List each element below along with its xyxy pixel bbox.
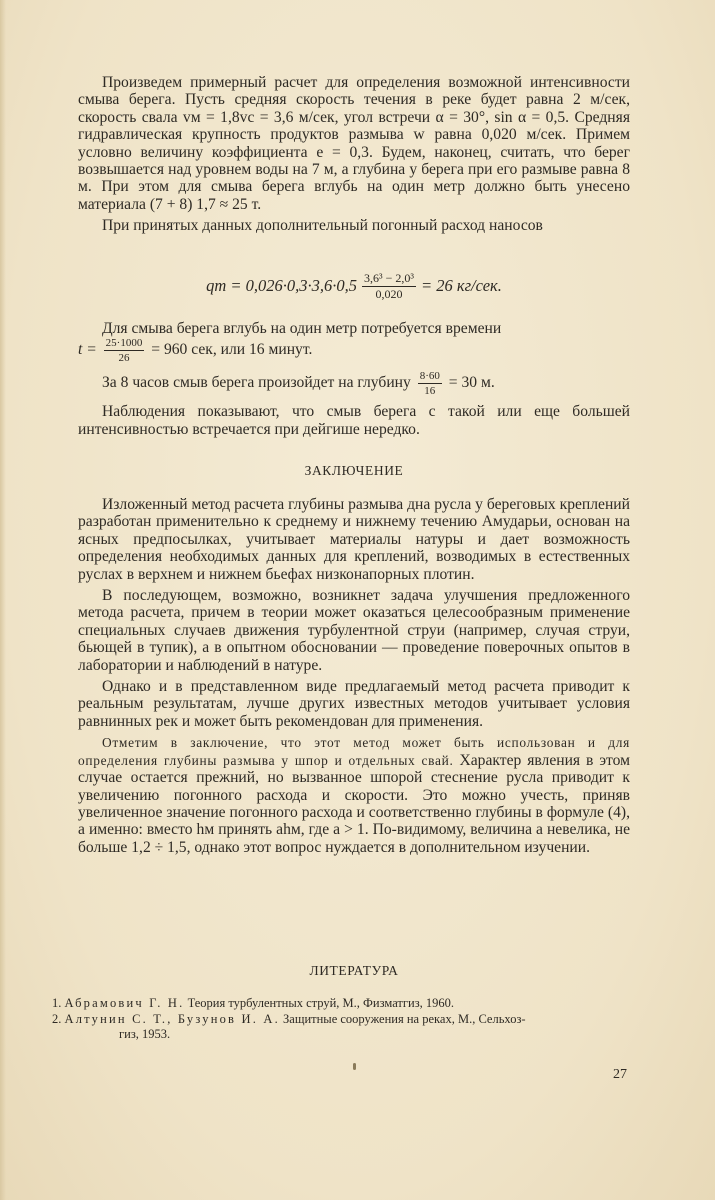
references-list bbox=[52, 996, 630, 1043]
reference-1: 1. Абрамович Г. Н. Теория турбулентных струй, М., Физматгиз, 1960. bbox=[52, 996, 455, 1010]
reference-2-authors: Алтунин С. Т., Бузунов И. А. bbox=[64, 1011, 280, 1026]
calculation-block bbox=[78, 74, 630, 235]
time-fraction bbox=[104, 337, 145, 364]
time-t: t = bbox=[78, 341, 97, 359]
formula-numerator: 3,6³ − 2,0³ bbox=[364, 270, 414, 285]
page-edge-shadow bbox=[0, 0, 6, 1200]
conclusion-heading: ЗАКЛЮЧЕНИЕ bbox=[304, 463, 404, 478]
conclusion-paragraph-3: Однако и в представленном виде предлагаемый метод расчета приводит к реальным результатам, лучше других известных методов учитывает условия равнинных рек и может быть рекомендован для применения. bbox=[78, 678, 630, 730]
page-number: 27 bbox=[613, 1067, 627, 1082]
conclusion-paragraph-1: Изложенный метод расчета глубины размыва дна русла у береговых креплений разработан применительно к среднему и нижнему течению Амударьи, основан на ясных предпосылках, учитывает материалы натуры и дает возможность определения необходимых данных для креплений, возводимых в естественных руслах в верхнем и нижнем бьефах низконапорных плотин. bbox=[78, 496, 630, 583]
conclusion-note-small: Отметим в заключение, что этот метод может быть использован и для определения глубины размыва у шпор и отдельных свай. bbox=[78, 735, 630, 768]
reference-2-continued: гиз, 1953. bbox=[119, 1027, 171, 1041]
conclusion-note-rest: Характер явления в этом случае остается прежний, но вызванное шпорой стеснение русла приводит к увеличению погонного расхода и скорости. Это можно учесть, приняв увеличенное значение погонного расхода и соответственно глубины в формуле (4), а именно: вместо hм принять ahм, где a > 1. По-видимому, величина a невелика, не больше 1,2 ÷ 1,5, однако этот вопрос нуждается в дополнительном изучении. bbox=[78, 751, 630, 856]
depth-text: За 8 часов смыв берега произойдет на глубину bbox=[102, 374, 411, 392]
time-result: = 960 сек, или 16 минут. bbox=[151, 341, 313, 359]
observation-paragraph: Наблюдения показывают, что смыв берега с такой или еще большей интенсивностью встречается при дейгише нередко. bbox=[78, 403, 630, 438]
discharge-intro: При принятых данных дополнительный погонный расход наносов bbox=[102, 217, 543, 235]
calculation-paragraph: Произведем примерный расчет для определения возможной интенсивности смыва берега. Пусть средняя скорость течения в реке будет равна 2 м/сек, скорость свала vм = 1,8vс = 3,6 м/сек, угол встречи α = 30°, sin α = 0,5. Средняя гидравлическая крупность продуктов размыва w равна 0,020 м/сек. Примем условно величину коэффициента e = 0,3. Будем, наконец, считать, что берег возвышается над уровнем воды на 7 м, а глубина у берега при его размыве равна 8 м. При этом для смыва берега вглубь на один метр должно быть унесено материала (7 + 8) 1,7 ≈ 25 т. bbox=[78, 74, 630, 213]
time-denominator: 26 bbox=[118, 352, 130, 365]
formula-denominator: 0,020 bbox=[375, 286, 403, 301]
reference-2: 2. Алтунин С. Т., Бузунов И. А. Защитные сооружения на реках, М., Сельхоз- bbox=[52, 1011, 526, 1026]
time-block bbox=[78, 320, 630, 438]
formula-lhs: qт = 0,026·0,3·3,6·0,5 bbox=[206, 276, 358, 295]
depth-line bbox=[78, 370, 630, 397]
time-numerator: 25·1000 bbox=[105, 337, 143, 350]
depth-denominator: 16 bbox=[424, 385, 436, 398]
reference-1-author: Абрамович Г. Н. bbox=[64, 996, 185, 1010]
reference-2-title: Защитные сооружения на реках, М., Сельхоз- bbox=[283, 1011, 526, 1026]
formula-rhs: = 26 кг/сек. bbox=[421, 276, 502, 295]
conclusion-paragraph-2: В последующем, возможно, возникнет задача улучшения предложенного метода расчета, причем в теории может оказаться целесообразным применение специальных случаев движения турбулентной струи (например, случая струи, бьющей в тупик), а в опытном обосновании — проведение поверочных опытов в лаборатории и наблюдений в натуре. bbox=[78, 587, 630, 674]
reference-1-title: Теория турбулентных струй, М., Физматгиз, 1960. bbox=[187, 996, 455, 1010]
time-line-1: Для смыва берега вглубь на один метр потребуется времени bbox=[102, 320, 502, 337]
time-formula-line bbox=[78, 337, 630, 364]
discharge-formula bbox=[78, 267, 630, 305]
literature-heading: ЛИТЕРАТУРА bbox=[309, 963, 399, 978]
conclusion-block bbox=[78, 496, 630, 856]
depth-numerator: 8·60 bbox=[419, 370, 440, 383]
depth-result: = 30 м. bbox=[448, 374, 495, 392]
ink-mark bbox=[353, 1063, 356, 1070]
conclusion-paragraph-4 bbox=[78, 734, 630, 856]
formula-fraction bbox=[362, 272, 416, 301]
depth-fraction bbox=[418, 370, 442, 397]
